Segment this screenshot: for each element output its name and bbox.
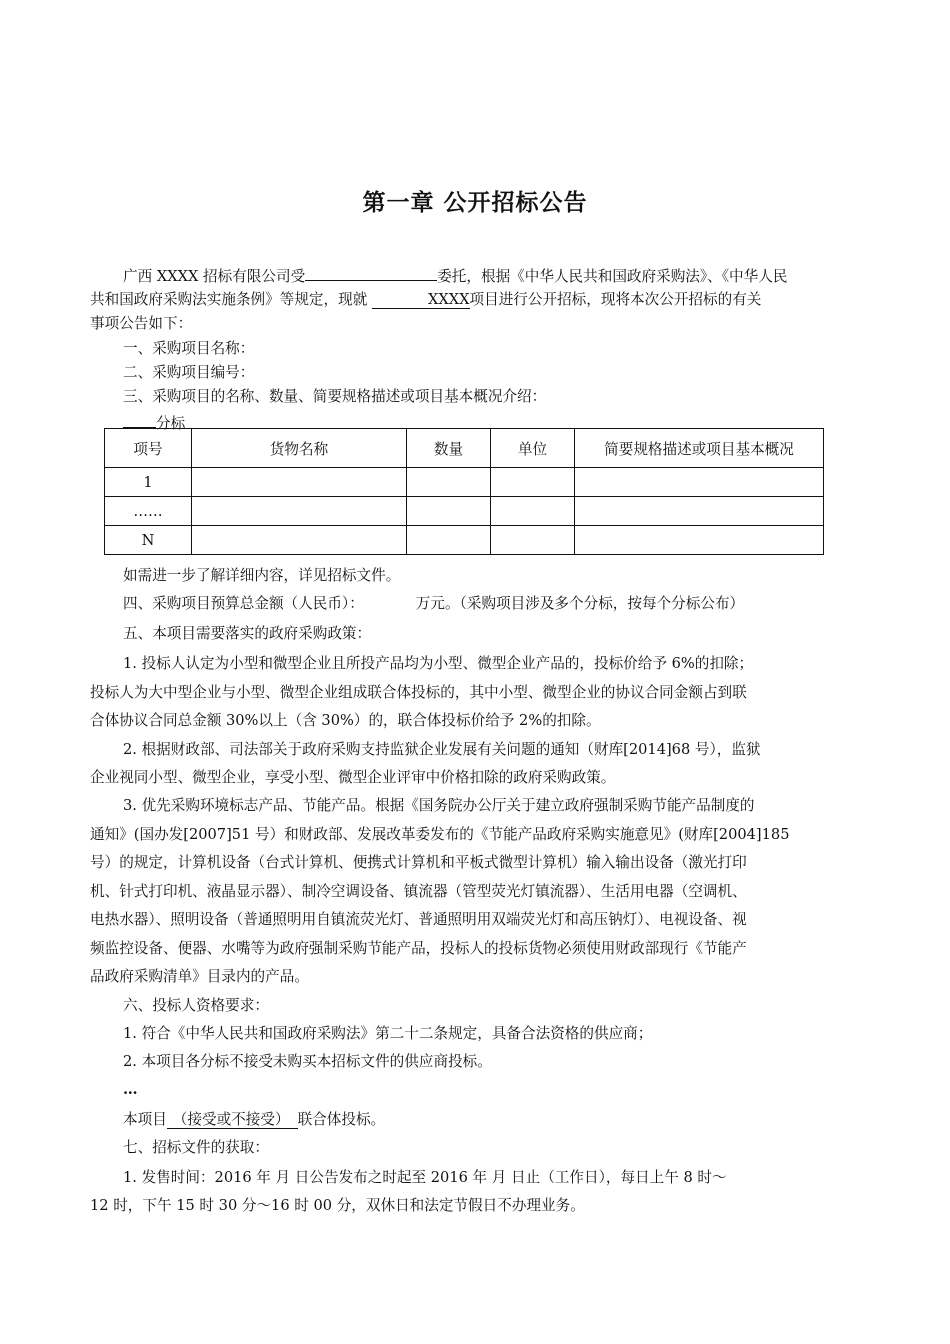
intro-text-c: 共和国政府采购法实施条例》等规定，现就 [90, 291, 368, 308]
section-3: 三、采购项目的名称、数量、简要规格描述或项目基本概况介绍： [123, 388, 547, 405]
consortium-suffix: 联合体投标。 [297, 1111, 386, 1128]
section-2: 二、采购项目编号： [123, 364, 255, 381]
policy-3-line-1: 3. 优先采购环境标志产品、节能产品。根据《国务院办公厅关于建立政府强制采购节能产品制度的 [123, 797, 755, 814]
table-header-cell: 货物名称 [192, 429, 407, 468]
chapter-title: 第一章 公开招标公告 [362, 190, 588, 216]
table-cell [575, 526, 824, 555]
policy-1-line-1: 1. 投标人认定为小型和微型企业且所投产品均为小型、微型企业产品的，投标价给予 6%的扣除； [123, 655, 754, 672]
policy-2-line-1: 2. 根据财政部、司法部关于政府采购支持监狱企业发展有关问题的通知（财库[2014]68 号），监狱 [123, 741, 761, 758]
table-cell [407, 497, 491, 526]
table-cell [575, 497, 824, 526]
project-name-blank: XXXX [372, 291, 470, 309]
table-cell [407, 468, 491, 497]
table-row [105, 526, 824, 555]
table-cell: 1 [105, 468, 192, 497]
budget-unit-note: 万元。（采购项目涉及多个分标，按每个分标公布） [415, 595, 745, 612]
table-cell [192, 468, 407, 497]
table-cell [407, 526, 491, 555]
intro-text-b: 委托，根据《中华人民共和国政府采购法》、《中华人民 [437, 268, 788, 285]
table-cell [491, 468, 575, 497]
consortium-label: 本项目 [123, 1111, 167, 1128]
intro-line-1 [90, 262, 893, 289]
policy-3-line-5: 电热水器）、照明设备（普通照明用自镇流荧光灯、普通照明用双端荧光灯和高压钠灯）、电视设备、视 [90, 911, 747, 928]
section-7: 七、招标文件的获取： [123, 1139, 269, 1156]
policy-2-line-2: 企业视同小型、微型企业，享受小型、微型企业评审中价格扣除的政府采购政策。 [90, 769, 616, 786]
policy-3-line-3: 号）的规定，计算机设备（台式计算机、便携式计算机和平板式微型计算机）输入输出设备（激光打印 [90, 854, 747, 871]
sale-time-line-2: 12 时，下午 15 时 30 分～16 时 00 分，双休日和法定节假日不办理业务。 [90, 1197, 585, 1214]
intro-text-d: 项目进行公开招标，现将本次公开招标的有关 [469, 291, 762, 308]
section-6: 六、投标人资格要求： [123, 997, 269, 1014]
lot-number-blank [123, 409, 156, 428]
policy-3-line-2: 通知》(国办发[2007]51 号）和财政部、发展改革委发布的《节能产品政府采购实施意见》(财库[2004]185 [90, 826, 790, 843]
table-cell [192, 497, 407, 526]
entrusting-party-blank [305, 262, 437, 281]
intro-text-a: 广西 XXXX 招标有限公司受 [123, 268, 306, 285]
qualification-1: 1. 符合《中华人民共和国政府采购法》第二十二条规定，具备合法资格的供应商； [123, 1025, 653, 1042]
qualification-2: 2. 本项目各分标不接受未购买本招标文件的供应商投标。 [123, 1053, 492, 1070]
section-4 [90, 592, 893, 616]
consortium-option: （接受或不接受） [167, 1111, 298, 1129]
policy-1-line-2: 投标人为大中型企业与小型、微型企业组成联合体投标的，其中小型、微型企业的协议合同金额占到联 [90, 684, 747, 701]
intro-line-3: 事项公告如下： [90, 315, 193, 332]
table-header-cell: 项号 [105, 429, 192, 468]
table-cell [192, 526, 407, 555]
table-header-cell: 单位 [491, 429, 575, 468]
policy-1-line-3: 合体协议合同总金额 30%以上（含 30%）的，联合体投标价给予 2%的扣除。 [90, 712, 601, 729]
lot-suffix: 分标 [156, 415, 186, 432]
table-cell [491, 526, 575, 555]
table-cell: …… [105, 497, 192, 526]
intro-line-2 [90, 288, 860, 312]
goods-table [104, 428, 824, 555]
section-1: 一、采购项目名称： [123, 340, 255, 357]
table-cell [575, 468, 824, 497]
more-info-line: 如需进一步了解详细内容，详见招标文件。 [123, 567, 401, 584]
policy-3-line-4: 机、针式打印机、液晶显示器）、制冷空调设备、镇流器（管型荧光灯镇流器）、生活用电器（空调机、 [90, 883, 747, 900]
table-header-cell: 简要规格描述或项目基本概况 [575, 429, 824, 468]
table-row [105, 468, 824, 497]
section-5: 五、本项目需要落实的政府采购政策： [123, 625, 372, 642]
table-row [105, 497, 824, 526]
consortium-line [90, 1108, 893, 1132]
table-header-cell: 数量 [407, 429, 491, 468]
policy-3-line-7: 品政府采购清单》目录内的产品。 [90, 968, 309, 985]
table-cell [491, 497, 575, 526]
table-cell: N [105, 526, 192, 555]
table-header-row [105, 429, 824, 468]
policy-3-line-6: 频监控设备、便器、水嘴等为政府强制采购节能产品，投标人的投标货物必须使用财政部现行《节能产 [90, 940, 747, 957]
budget-label: 四、采购项目预算总金额（人民币）： [123, 595, 364, 612]
ellipsis-line: … [123, 1081, 138, 1098]
sale-time-line-1: 1. 发售时间：2016 年 月 日公告发布之时起至 2016 年 月 日止（工作日），每日上午 8 时～ [123, 1169, 727, 1186]
